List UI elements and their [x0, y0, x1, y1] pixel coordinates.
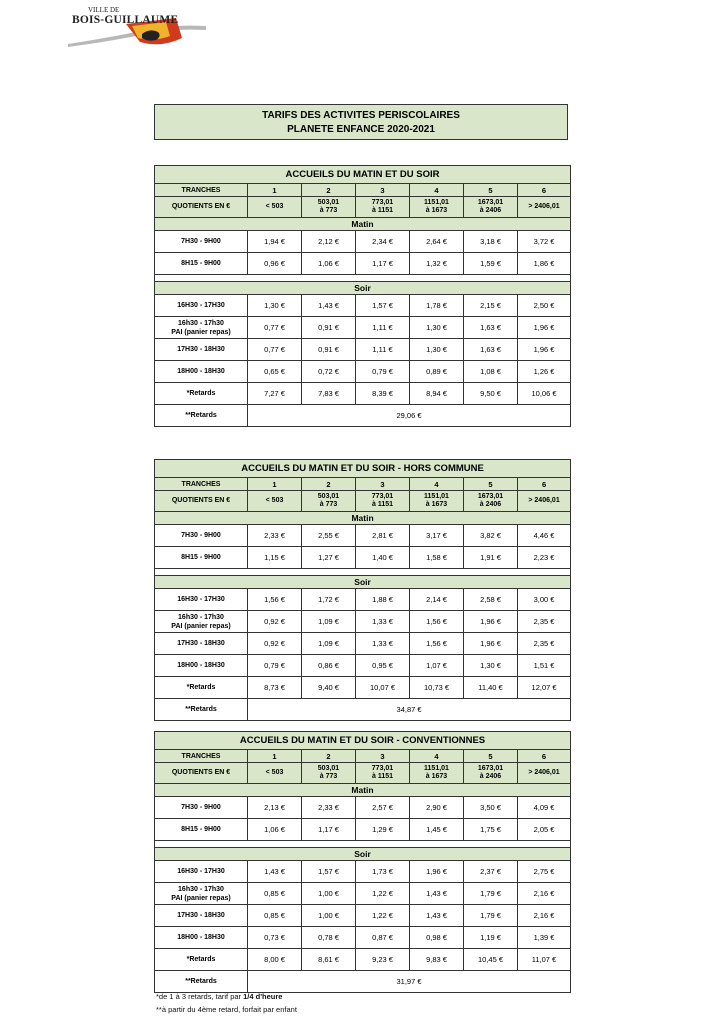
price-cell: 1,94 € — [248, 231, 302, 253]
price-cell: 1,43 € — [248, 861, 302, 883]
price-cell: 2,58 € — [464, 589, 518, 611]
price-cell: 0,77 € — [248, 317, 302, 339]
price-cell: 1,11 € — [356, 339, 410, 361]
price-cell: 9,23 € — [356, 949, 410, 971]
table-row — [155, 883, 571, 905]
tranche-number: 3 — [356, 184, 410, 197]
table-row — [155, 927, 571, 949]
price-cell: 1,30 € — [410, 317, 464, 339]
tarif-table — [154, 165, 571, 427]
tranche-number: 3 — [356, 750, 410, 763]
price-cell: 2,15 € — [464, 295, 518, 317]
price-cell: 10,07 € — [356, 677, 410, 699]
quotients-row — [155, 197, 571, 218]
matin-subheader-row — [155, 784, 571, 797]
price-cell: 1,79 € — [464, 905, 518, 927]
price-cell: 2,35 € — [518, 611, 571, 633]
price-cell: 2,33 € — [302, 797, 356, 819]
section-title: ACCUEILS DU MATIN ET DU SOIR — [155, 166, 571, 184]
price-cell: 2,16 € — [518, 883, 571, 905]
footnote-1-bold: 1/4 d'heure — [243, 992, 283, 1001]
price-cell: 3,50 € — [464, 797, 518, 819]
price-cell: 1,96 € — [464, 633, 518, 655]
soir-subheader: Soir — [155, 576, 571, 589]
tranche-number: 2 — [302, 750, 356, 763]
table-row — [155, 361, 571, 383]
row-label: 18H00 - 18H30 — [155, 361, 248, 383]
price-cell: 1,43 € — [302, 295, 356, 317]
row-label: 7H30 - 9H00 — [155, 525, 248, 547]
separator — [155, 841, 571, 848]
price-cell: 2,55 € — [302, 525, 356, 547]
price-cell: 0,85 € — [248, 905, 302, 927]
price-cell: 9,50 € — [464, 383, 518, 405]
row-label: 16h30 - 17h30 PAI (panier repas) — [155, 883, 248, 905]
tranche-number: 3 — [356, 478, 410, 491]
price-cell: 8,73 € — [248, 677, 302, 699]
price-cell: 11,40 € — [464, 677, 518, 699]
table-row — [155, 525, 571, 547]
price-cell: 2,90 € — [410, 797, 464, 819]
price-cell: 2,35 € — [518, 633, 571, 655]
quotient-range: 503,01 à 773 — [302, 197, 356, 218]
tranche-number: 5 — [464, 750, 518, 763]
price-cell: 1,59 € — [464, 253, 518, 275]
section-title: ACCUEILS DU MATIN ET DU SOIR - HORS COMMUNE — [155, 460, 571, 478]
tranche-number: 2 — [302, 184, 356, 197]
quotients-row — [155, 491, 571, 512]
tranche-number: 4 — [410, 750, 464, 763]
price-cell: 2,33 € — [248, 525, 302, 547]
tranche-number: 5 — [464, 478, 518, 491]
price-cell: 4,46 € — [518, 525, 571, 547]
row-label: *Retards — [155, 383, 248, 405]
tranche-number: 5 — [464, 184, 518, 197]
table-row — [155, 655, 571, 677]
price-cell: 0,78 € — [302, 927, 356, 949]
price-cell: 1,45 € — [410, 819, 464, 841]
section-title-row — [155, 460, 571, 478]
price-cell: 1,43 € — [410, 883, 464, 905]
separator-row — [155, 275, 571, 282]
forfait-price: 34,87 € — [248, 699, 571, 721]
price-cell: 1,57 € — [302, 861, 356, 883]
row-label: 16h30 - 17h30 PAI (panier repas) — [155, 611, 248, 633]
price-cell: 1,30 € — [248, 295, 302, 317]
soir-subheader: Soir — [155, 848, 571, 861]
price-cell: 2,34 € — [356, 231, 410, 253]
quotients-row — [155, 763, 571, 784]
logo-name: BOIS-GUILLAUME — [72, 14, 179, 26]
price-cell: 1,30 € — [410, 339, 464, 361]
price-cell: 11,07 € — [518, 949, 571, 971]
table-row — [155, 949, 571, 971]
price-cell: 0,72 € — [302, 361, 356, 383]
table-row — [155, 819, 571, 841]
price-cell: 2,64 € — [410, 231, 464, 253]
price-cell: 1,22 € — [356, 883, 410, 905]
price-cell: 1,58 € — [410, 547, 464, 569]
price-cell: 1,29 € — [356, 819, 410, 841]
price-cell: 0,85 € — [248, 883, 302, 905]
title-line-1: TARIFS DES ACTIVITES PERISCOLAIRES — [262, 110, 460, 121]
logo-top-text: VILLE DE — [88, 6, 120, 14]
row-label: *Retards — [155, 677, 248, 699]
price-cell: 1,06 € — [248, 819, 302, 841]
price-cell: 3,18 € — [464, 231, 518, 253]
row-label: 16H30 - 17H30 — [155, 861, 248, 883]
row-label: 18H00 - 18H30 — [155, 927, 248, 949]
price-cell: 7,83 € — [302, 383, 356, 405]
row-label: 8H15 - 9H00 — [155, 819, 248, 841]
forfait-price: 29,06 € — [248, 405, 571, 427]
price-cell: 2,23 € — [518, 547, 571, 569]
row-label: 18H00 - 18H30 — [155, 655, 248, 677]
price-cell: 1,96 € — [410, 861, 464, 883]
soir-subheader-row — [155, 848, 571, 861]
tranche-number: 2 — [302, 478, 356, 491]
price-cell: 2,57 € — [356, 797, 410, 819]
quotient-range: 1151,01 à 1673 — [410, 197, 464, 218]
quotient-range: > 2406,01 — [518, 491, 571, 512]
price-cell: 1,19 € — [464, 927, 518, 949]
price-cell: 0,86 € — [302, 655, 356, 677]
price-cell: 4,09 € — [518, 797, 571, 819]
price-cell: 0,65 € — [248, 361, 302, 383]
matin-subheader: Matin — [155, 512, 571, 525]
price-cell: 0,95 € — [356, 655, 410, 677]
price-cell: 1,56 € — [248, 589, 302, 611]
separator — [155, 275, 571, 282]
matin-subheader-row — [155, 218, 571, 231]
row-label: 17H30 - 18H30 — [155, 633, 248, 655]
price-cell: 0,89 € — [410, 361, 464, 383]
tranche-number: 1 — [248, 184, 302, 197]
table-row — [155, 611, 571, 633]
price-cell: 0,79 € — [248, 655, 302, 677]
quotients-label: QUOTIENTS EN € — [155, 197, 248, 218]
quotient-range: 1673,01 à 2406 — [464, 763, 518, 784]
section-title-row — [155, 166, 571, 184]
price-cell: 3,17 € — [410, 525, 464, 547]
tranche-number: 1 — [248, 750, 302, 763]
tranches-label: TRANCHES — [155, 750, 248, 763]
row-label: **Retards — [155, 405, 248, 427]
price-cell: 1,56 € — [410, 611, 464, 633]
page-title — [154, 104, 568, 140]
price-cell: 1,91 € — [464, 547, 518, 569]
price-cell: 1,07 € — [410, 655, 464, 677]
price-cell: 7,27 € — [248, 383, 302, 405]
quotient-range: < 503 — [248, 763, 302, 784]
row-label: 16H30 - 17H30 — [155, 295, 248, 317]
footnote-1-prefix: *de 1 à 3 retards, tarif par — [156, 992, 244, 1001]
table-row — [155, 317, 571, 339]
quotient-range: 773,01 à 1151 — [356, 197, 410, 218]
tranche-number: 1 — [248, 478, 302, 491]
quotient-range: 1673,01 à 2406 — [464, 491, 518, 512]
row-label: 17H30 - 18H30 — [155, 339, 248, 361]
matin-subheader: Matin — [155, 784, 571, 797]
price-cell: 1,88 € — [356, 589, 410, 611]
table-row — [155, 547, 571, 569]
quotient-range: 1151,01 à 1673 — [410, 491, 464, 512]
price-cell: 1,26 € — [518, 361, 571, 383]
table-row — [155, 633, 571, 655]
table-row — [155, 339, 571, 361]
table-row — [155, 383, 571, 405]
price-cell: 9,83 € — [410, 949, 464, 971]
price-cell: 10,06 € — [518, 383, 571, 405]
quotients-label: QUOTIENTS EN € — [155, 763, 248, 784]
tranches-label: TRANCHES — [155, 478, 248, 491]
soir-subheader-row — [155, 282, 571, 295]
price-cell: 0,79 € — [356, 361, 410, 383]
price-cell: 0,91 € — [302, 317, 356, 339]
price-cell: 1,11 € — [356, 317, 410, 339]
row-label: *Retards — [155, 949, 248, 971]
footnote-2: **à partir du 4ème retard, forfait par enfant — [156, 1005, 297, 1014]
quotient-range: < 503 — [248, 197, 302, 218]
price-cell: 2,81 € — [356, 525, 410, 547]
table-row — [155, 905, 571, 927]
price-cell: 1,15 € — [248, 547, 302, 569]
price-cell: 2,05 € — [518, 819, 571, 841]
row-label: **Retards — [155, 699, 248, 721]
tarif-table — [154, 731, 571, 993]
separator — [155, 569, 571, 576]
footnote-1 — [156, 992, 282, 1001]
row-label: 8H15 - 9H00 — [155, 253, 248, 275]
tranche-number: 6 — [518, 478, 571, 491]
price-cell: 2,13 € — [248, 797, 302, 819]
title-line-2: PLANETE ENFANCE 2020-2021 — [287, 124, 435, 135]
price-cell: 1,06 € — [302, 253, 356, 275]
table-row — [155, 797, 571, 819]
price-cell: 1,96 € — [464, 611, 518, 633]
city-logo — [66, 4, 216, 48]
quotient-range: 1673,01 à 2406 — [464, 197, 518, 218]
price-cell: 1,08 € — [464, 361, 518, 383]
price-cell: 8,94 € — [410, 383, 464, 405]
tranche-number: 6 — [518, 184, 571, 197]
price-cell: 1,73 € — [356, 861, 410, 883]
price-cell: 1,96 € — [518, 317, 571, 339]
price-cell: 10,73 € — [410, 677, 464, 699]
tranche-number: 6 — [518, 750, 571, 763]
price-cell: 2,37 € — [464, 861, 518, 883]
price-cell: 1,63 € — [464, 339, 518, 361]
price-cell: 3,72 € — [518, 231, 571, 253]
price-cell: 3,00 € — [518, 589, 571, 611]
price-cell: 0,92 € — [248, 611, 302, 633]
table-row — [155, 677, 571, 699]
price-cell: 0,77 € — [248, 339, 302, 361]
row-label: 7H30 - 9H00 — [155, 797, 248, 819]
separator-row — [155, 841, 571, 848]
forfait-retards-row — [155, 405, 571, 427]
price-cell: 2,12 € — [302, 231, 356, 253]
soir-subheader: Soir — [155, 282, 571, 295]
row-label: 7H30 - 9H00 — [155, 231, 248, 253]
price-cell: 2,16 € — [518, 905, 571, 927]
price-cell: 12,07 € — [518, 677, 571, 699]
price-cell: 3,82 € — [464, 525, 518, 547]
price-cell: 10,45 € — [464, 949, 518, 971]
matin-subheader: Matin — [155, 218, 571, 231]
price-cell: 8,39 € — [356, 383, 410, 405]
price-cell: 1,17 € — [356, 253, 410, 275]
tranches-label: TRANCHES — [155, 184, 248, 197]
price-cell: 1,27 € — [302, 547, 356, 569]
section-title-row — [155, 732, 571, 750]
quotient-range: 503,01 à 773 — [302, 763, 356, 784]
table-row — [155, 231, 571, 253]
quotient-range: 773,01 à 1151 — [356, 763, 410, 784]
forfait-retards-row — [155, 699, 571, 721]
price-cell: 8,61 € — [302, 949, 356, 971]
tranche-number: 4 — [410, 184, 464, 197]
price-cell: 2,50 € — [518, 295, 571, 317]
price-cell: 0,96 € — [248, 253, 302, 275]
quotient-range: > 2406,01 — [518, 763, 571, 784]
price-cell: 0,98 € — [410, 927, 464, 949]
price-cell: 1,32 € — [410, 253, 464, 275]
price-cell: 1,56 € — [410, 633, 464, 655]
price-cell: 0,92 € — [248, 633, 302, 655]
price-cell: 1,72 € — [302, 589, 356, 611]
price-cell: 1,09 € — [302, 611, 356, 633]
soir-subheader-row — [155, 576, 571, 589]
forfait-price: 31,97 € — [248, 971, 571, 993]
price-cell: 2,75 € — [518, 861, 571, 883]
price-cell: 1,79 € — [464, 883, 518, 905]
tranches-row — [155, 750, 571, 763]
matin-subheader-row — [155, 512, 571, 525]
price-cell: 0,91 € — [302, 339, 356, 361]
price-cell: 1,43 € — [410, 905, 464, 927]
row-label: 16h30 - 17h30 PAI (panier repas) — [155, 317, 248, 339]
price-cell: 1,78 € — [410, 295, 464, 317]
tranches-row — [155, 478, 571, 491]
price-cell: 1,33 € — [356, 633, 410, 655]
price-cell: 1,09 € — [302, 633, 356, 655]
price-cell: 1,40 € — [356, 547, 410, 569]
row-label: 17H30 - 18H30 — [155, 905, 248, 927]
price-cell: 1,17 € — [302, 819, 356, 841]
tranches-row — [155, 184, 571, 197]
table-row — [155, 253, 571, 275]
table-row — [155, 861, 571, 883]
price-cell: 1,30 € — [464, 655, 518, 677]
forfait-retards-row — [155, 971, 571, 993]
row-label: 8H15 - 9H00 — [155, 547, 248, 569]
price-cell: 8,00 € — [248, 949, 302, 971]
table-row — [155, 295, 571, 317]
price-cell: 1,00 € — [302, 905, 356, 927]
separator-row — [155, 569, 571, 576]
price-cell: 1,96 € — [518, 339, 571, 361]
quotient-range: 1151,01 à 1673 — [410, 763, 464, 784]
quotient-range: 503,01 à 773 — [302, 491, 356, 512]
price-cell: 1,75 € — [464, 819, 518, 841]
row-label: 16H30 - 17H30 — [155, 589, 248, 611]
tarif-table — [154, 459, 571, 721]
quotient-range: 773,01 à 1151 — [356, 491, 410, 512]
price-cell: 1,57 € — [356, 295, 410, 317]
price-cell: 9,40 € — [302, 677, 356, 699]
price-cell: 2,14 € — [410, 589, 464, 611]
quotient-range: > 2406,01 — [518, 197, 571, 218]
section-title: ACCUEILS DU MATIN ET DU SOIR - CONVENTIONNES — [155, 732, 571, 750]
price-cell: 1,51 € — [518, 655, 571, 677]
row-label: **Retards — [155, 971, 248, 993]
price-cell: 0,73 € — [248, 927, 302, 949]
price-cell: 1,39 € — [518, 927, 571, 949]
price-cell: 0,87 € — [356, 927, 410, 949]
price-cell: 1,63 € — [464, 317, 518, 339]
price-cell: 1,86 € — [518, 253, 571, 275]
quotient-range: < 503 — [248, 491, 302, 512]
price-cell: 1,33 € — [356, 611, 410, 633]
quotients-label: QUOTIENTS EN € — [155, 491, 248, 512]
price-cell: 1,00 € — [302, 883, 356, 905]
price-cell: 1,22 € — [356, 905, 410, 927]
table-row — [155, 589, 571, 611]
tranche-number: 4 — [410, 478, 464, 491]
